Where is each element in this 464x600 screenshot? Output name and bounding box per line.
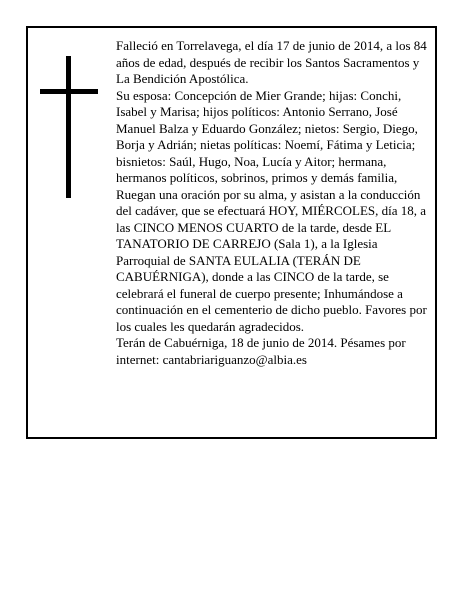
death-announcement: Falleció en Torrelavega, el día 17 de junio de 2014, a los 84 años de edad, después de recibir los Santos Sacramentos y La Bendición Apostólica. [116,38,427,86]
obituary-notice [26,26,437,439]
cross-icon [40,56,98,198]
condolences-line: Terán de Cabuérniga, 18 de junio de 2014. Pésames por internet: cantabriariguanzo@albia.es [116,335,406,367]
family-list: Su esposa: Concepción de Mier Grande; hijas: Conchi, Isabel y Marisa; hijos políticos: Antonio Serrano, José Manuel Balza y Eduardo González; nietos: Sergio, Diego, Borja y Adrián; nietas políticas: Noemí, Fátima y Leticia; bisnietos: Saúl, Hugo, Noa, Lucía y Aitor; hermana, hermanos políticos, sobrinos, primos y demás familia, [116,87,418,185]
obituary-text [116,38,430,368]
cross-horizontal-bar [40,89,98,94]
cross-vertical-bar [66,56,71,198]
funeral-details: Ruegan una oración por su alma, y asistan a la conducción del cadáver, que se efectuará HOY, MIÉRCOLES, día 18, a las CINCO MENOS CUARTO de la tarde, desde EL TANATORIO DE CARREJO (Sala 1), a la Iglesia Parroquial de SANTA EULALIA (TERÁN DE CABUÉRNIGA), donde a las CINCO de la tarde, se celebrará el funeral de cuerpo presente; Inhumándose a continuación en el cementerio de dicho pueblo. Favores por los cuales les quedarán agradecidos. [116,186,427,334]
